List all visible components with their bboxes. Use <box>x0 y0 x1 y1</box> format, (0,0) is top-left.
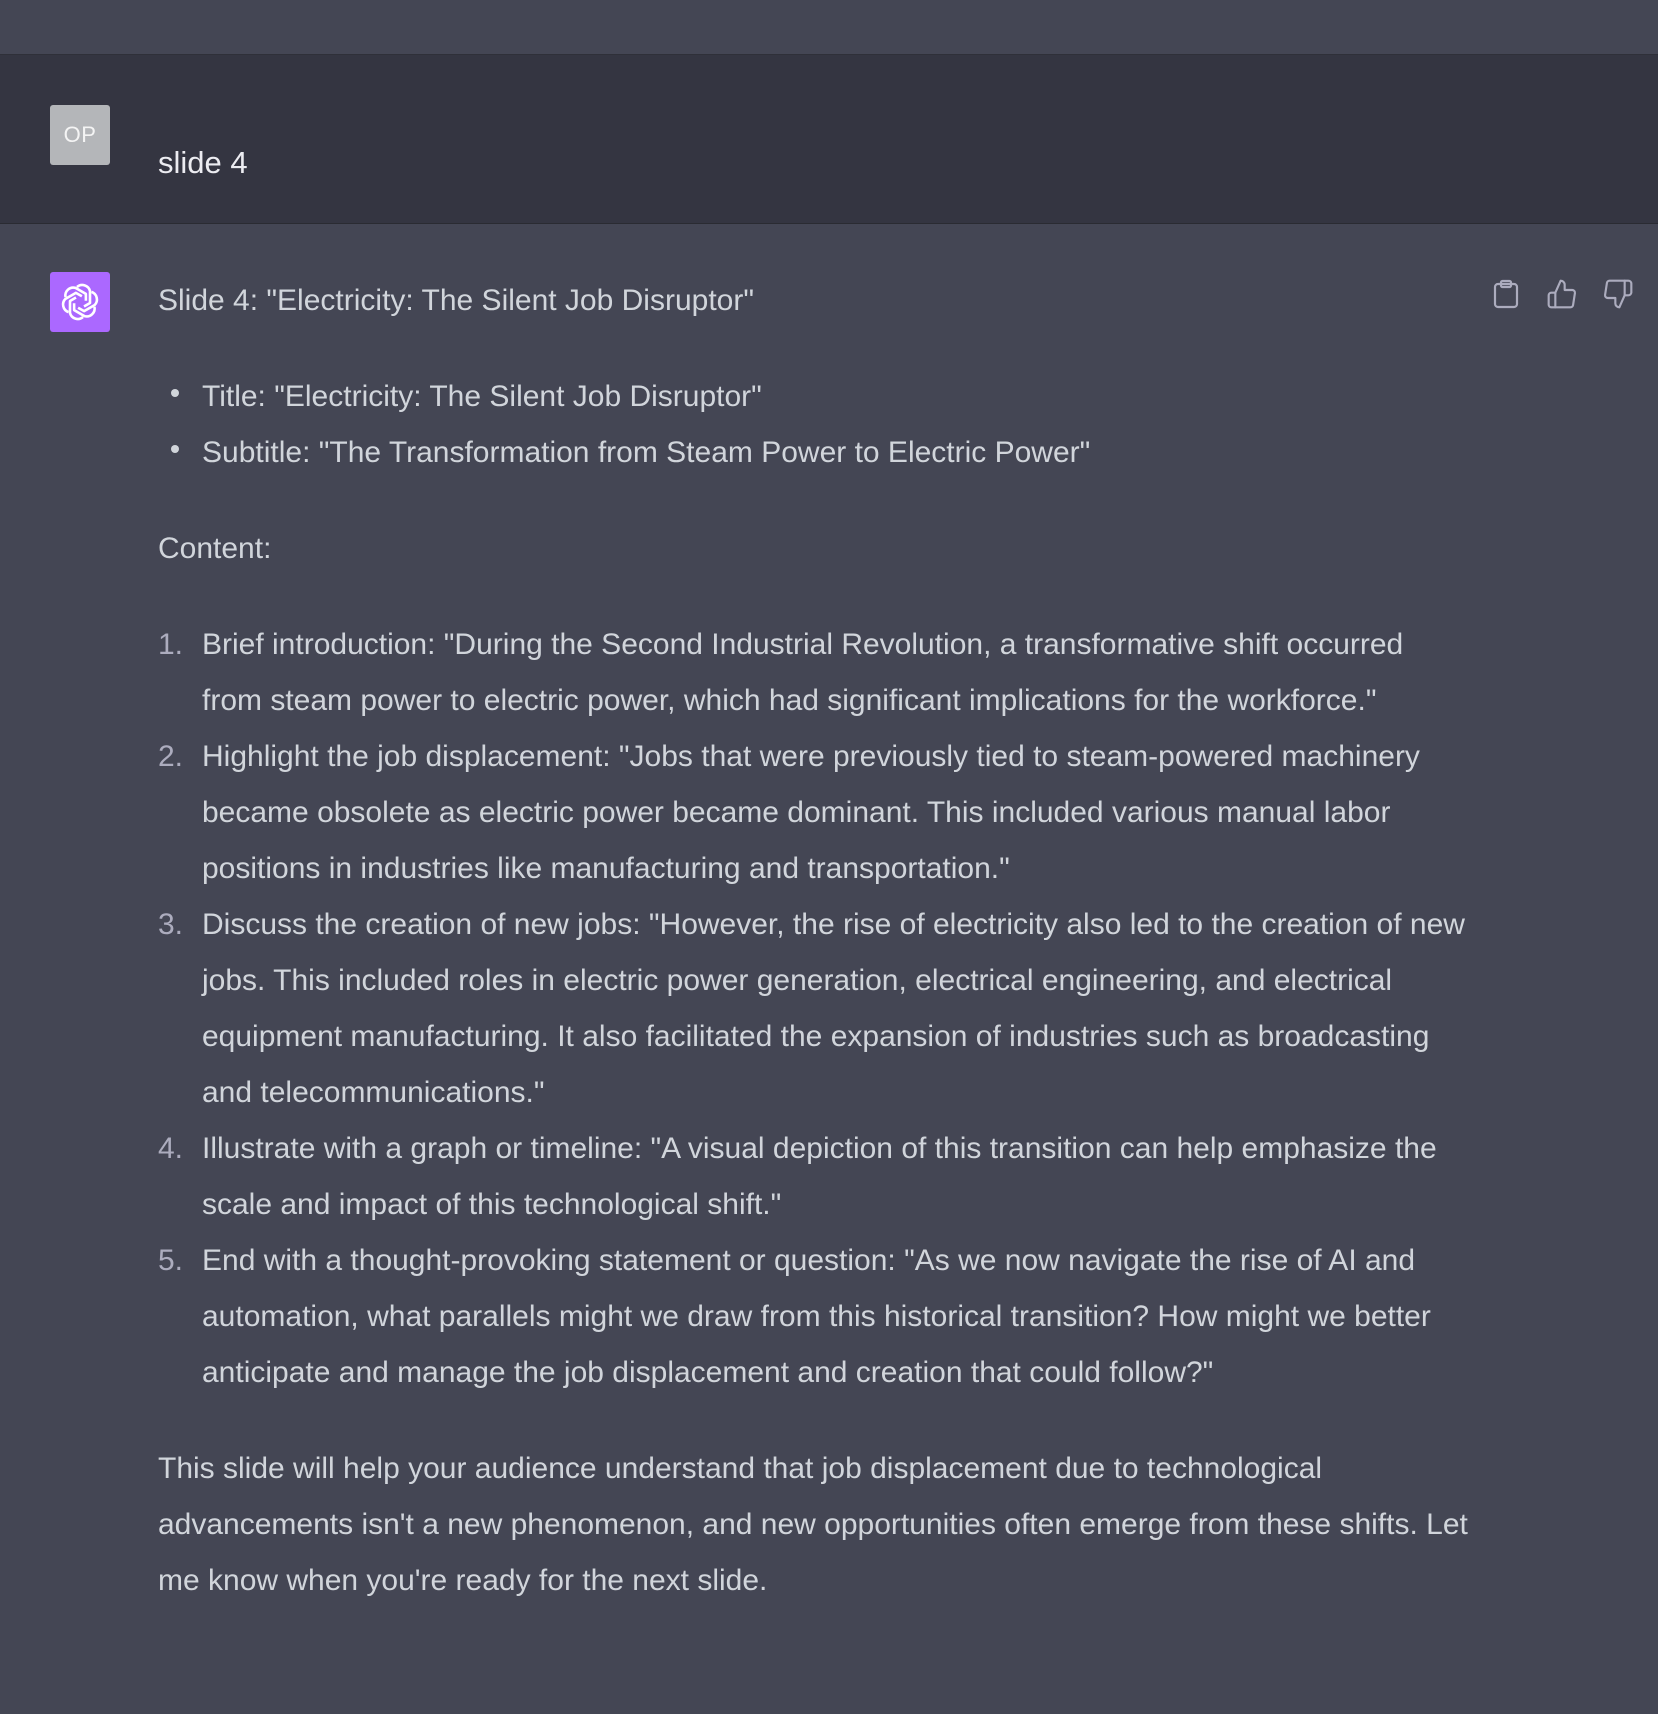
item-text: Discuss the creation of new jobs: "However, the rise of electricity also led to the creation of new jobs. This included roles in electric power generation, electrical engineering, and electrical equipment manufacturing. It also facilitated the expansion of industries such as broadcasting and telecommunications." <box>202 908 1465 1109</box>
numbered-item <box>158 1233 1468 1401</box>
user-avatar <box>50 105 110 165</box>
top-strip <box>0 0 1658 54</box>
clipboard-icon <box>1492 279 1520 309</box>
bullet-list <box>158 369 1468 481</box>
copy-button[interactable] <box>1488 276 1524 312</box>
item-number: 4. <box>158 1132 184 1165</box>
item-text: Highlight the job displacement: "Jobs that were previously tied to steam-powered machinery became obsolete as electric power became dominant. This included various manual labor positions in industries like manufacturing and transportation." <box>202 740 1420 885</box>
assistant-avatar <box>50 272 110 332</box>
item-number: 5. <box>158 1244 184 1277</box>
numbered-list <box>158 617 1468 1401</box>
bullet-item-title: Title: "Electricity: The Silent Job Disruptor" <box>158 369 1468 425</box>
closing-paragraph: This slide will help your audience understand that job displacement due to technological advancements isn't a new phenomenon, and new opportunities often emerge from these shifts. Let me know when you're ready for the next slide. <box>158 1452 1468 1597</box>
numbered-item <box>158 897 1468 1121</box>
numbered-item <box>158 729 1468 897</box>
item-text: End with a thought-provoking statement or question: "As we now navigate the rise of AI and automation, what parallels might we draw from this historical transition? How might we better anticipate and manage the job displacement and creation that could follow?" <box>202 1244 1431 1389</box>
slide-heading: Slide 4: "Electricity: The Silent Job Disruptor" <box>158 284 754 317</box>
thumbs-down-button[interactable] <box>1600 276 1636 312</box>
item-text: Brief introduction: "During the Second Industrial Revolution, a transformative shift occurred from steam power to electric power, which had significant implications for the workforce." <box>202 628 1404 717</box>
thumbs-up-button[interactable] <box>1544 276 1580 312</box>
bullet-item-subtitle: Subtitle: "The Transformation from Steam Power to Electric Power" <box>158 425 1468 481</box>
user-avatar-initials: OP <box>63 122 97 147</box>
user-message-text: slide 4 <box>158 145 248 180</box>
item-text: Illustrate with a graph or timeline: "A visual depiction of this transition can help emphasize the scale and impact of this technological shift." <box>202 1132 1437 1221</box>
user-message <box>0 54 1658 224</box>
message-actions <box>1488 276 1636 312</box>
numbered-item <box>158 1121 1468 1233</box>
assistant-message-content <box>158 273 1468 1609</box>
item-number: 3. <box>158 908 184 941</box>
openai-logo-icon <box>59 281 101 323</box>
thumbs-down-icon <box>1602 278 1634 310</box>
assistant-message <box>0 224 1658 1714</box>
item-number: 2. <box>158 740 184 773</box>
item-number: 1. <box>158 628 184 661</box>
thumbs-up-icon <box>1546 278 1578 310</box>
content-label: Content: <box>158 532 272 565</box>
numbered-item <box>158 617 1468 729</box>
